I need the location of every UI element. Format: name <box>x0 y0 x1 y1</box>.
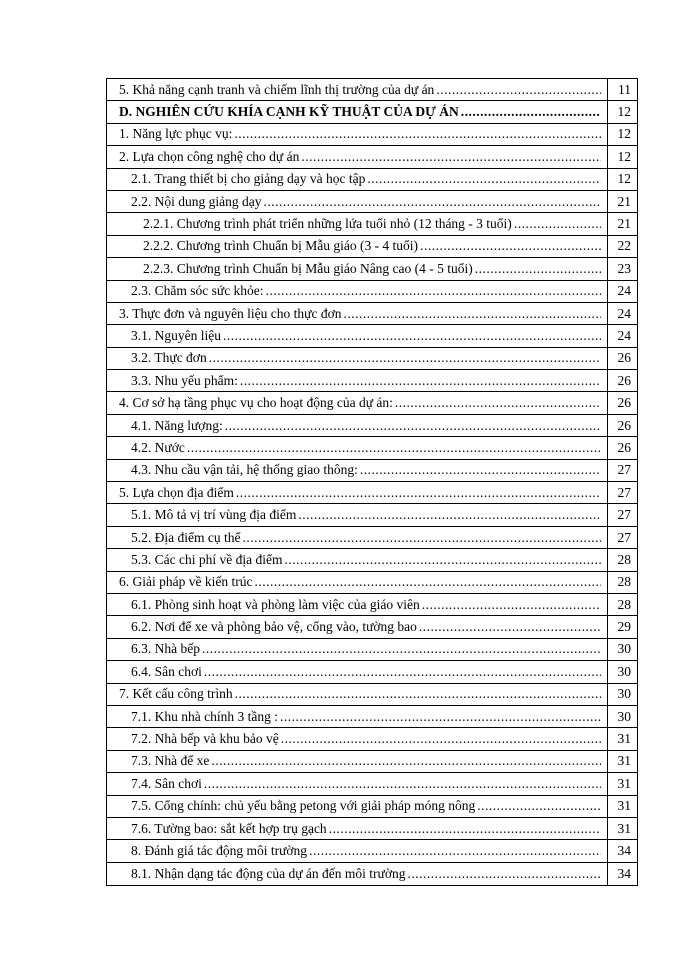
toc-entry-page-number: 27 <box>607 482 637 503</box>
dot-leader <box>204 664 601 680</box>
dot-leader <box>266 283 601 299</box>
dot-leader <box>202 641 601 657</box>
toc-entry-label: 7.5. Cổng chính: chủ yếu bằng petong với giải pháp móng nông <box>131 798 476 814</box>
toc-entry[interactable] <box>107 773 637 795</box>
toc-entry-text <box>107 350 607 366</box>
dot-leader <box>436 82 601 98</box>
toc-entry-text <box>107 798 607 814</box>
toc-entry[interactable] <box>107 236 637 258</box>
toc-entry-page-number: 27 <box>607 460 637 481</box>
toc-entry[interactable] <box>107 79 637 101</box>
dot-leader <box>209 350 601 366</box>
toc-entry-label: 7.6. Tường bao: sắt kết hợp trụ gạch <box>131 820 327 836</box>
toc-entry-text <box>107 238 607 254</box>
toc-entry[interactable] <box>107 348 637 370</box>
toc-entry[interactable] <box>107 751 637 773</box>
toc-entry-text <box>107 709 607 725</box>
toc-entry-text <box>107 866 607 882</box>
toc-entry-text <box>107 753 607 769</box>
toc-entry-text <box>107 552 607 568</box>
toc-entry-page-number: 26 <box>607 437 637 458</box>
toc-entry-page-number: 30 <box>607 684 637 705</box>
dot-leader <box>204 776 601 792</box>
dot-leader <box>298 507 601 523</box>
dot-leader <box>477 798 601 814</box>
toc-entry-text <box>107 821 607 837</box>
dot-leader <box>344 306 602 322</box>
dot-leader <box>242 530 601 546</box>
toc-entry[interactable] <box>107 303 637 325</box>
toc-entry-page-number: 12 <box>607 124 637 145</box>
dot-leader <box>360 462 601 478</box>
dot-leader <box>225 418 601 434</box>
toc-entry-page-number: 31 <box>607 751 637 772</box>
toc-entry-text <box>107 664 607 680</box>
toc-entry-text <box>107 216 607 232</box>
toc-entry-label: 2.1. Trang thiết bị cho giảng dạy và học tập <box>131 171 366 187</box>
toc-entry-label: 2.3. Chăm sóc sức khỏe: <box>131 283 264 299</box>
toc-entry-label: 5.3. Các chi phí về địa điểm <box>131 551 283 567</box>
dot-leader <box>234 126 601 142</box>
toc-entry-text <box>107 171 607 187</box>
toc-entry-page-number: 28 <box>607 549 637 570</box>
toc-entry-label: 6. Giải pháp về kiến trúc <box>119 574 253 590</box>
toc-entry-text <box>107 328 607 344</box>
dot-leader <box>187 440 601 456</box>
toc-entry-text <box>107 373 607 389</box>
toc-entry-page-number: 21 <box>607 191 637 212</box>
toc-entry-text <box>107 261 607 277</box>
toc-entry[interactable] <box>107 706 637 728</box>
toc-entry[interactable] <box>107 482 637 504</box>
toc-entry-text <box>107 149 607 165</box>
toc-entry-label: 5.2. Địa điểm cụ thể <box>131 529 241 545</box>
dot-leader <box>236 485 601 501</box>
toc-entry-label: 4.2. Nước <box>131 439 185 455</box>
toc-entry[interactable] <box>107 796 637 818</box>
toc-entry-text <box>107 619 607 635</box>
toc-entry[interactable] <box>107 728 637 750</box>
toc-entry-label: 2.2. Nội dung giảng dạy <box>131 193 262 209</box>
toc-entry-label: 3.2. Thực đơn <box>131 350 207 366</box>
toc-entry-page-number: 26 <box>607 370 637 391</box>
toc-entry-label: 7.3. Nhà để xe <box>131 753 210 769</box>
toc-entry[interactable] <box>107 191 637 213</box>
toc-entry[interactable] <box>107 549 637 571</box>
toc-entry-page-number: 26 <box>607 415 637 436</box>
toc-entry-label: 3. Thực đơn và nguyên liệu cho thực đơn <box>119 305 342 321</box>
toc-entry-page-number: 12 <box>607 146 637 167</box>
toc-entry-label: 5. Khả năng cạnh tranh và chiếm lĩnh thị trường của dự án <box>119 81 435 97</box>
toc-entry-page-number: 31 <box>607 818 637 839</box>
toc-entry-page-number: 27 <box>607 527 637 548</box>
dot-leader <box>264 194 602 210</box>
toc-entry-page-number: 22 <box>607 236 637 257</box>
toc-entry-label: 7.2. Nhà bếp và khu bảo vệ <box>131 731 279 747</box>
toc-entry-page-number: 24 <box>607 281 637 302</box>
toc-entry-label: 2.2.3. Chương trình Chuẩn bị Mẫu giáo Nâng cao (4 - 5 tuổi) <box>143 260 473 276</box>
dot-leader <box>284 552 601 568</box>
toc-entry-text <box>107 82 607 98</box>
toc-entry-text <box>107 194 607 210</box>
toc-entry[interactable] <box>107 616 637 638</box>
toc-entry[interactable] <box>107 101 637 123</box>
toc-entry-label: D. NGHIÊN CỨU KHÍA CẠNH KỸ THUẬT CỦA DỰ ÁN <box>119 104 459 120</box>
toc-entry[interactable] <box>107 639 637 661</box>
toc-entry-label: 6.4. Sân chơi <box>131 663 202 679</box>
toc-entry-page-number: 30 <box>607 706 637 727</box>
dot-leader <box>280 709 601 725</box>
toc-entry-text <box>107 126 607 142</box>
toc-entry[interactable] <box>107 572 637 594</box>
toc-entry[interactable] <box>107 325 637 347</box>
toc-entry-label: 2.2.1. Chương trình phát triển những lứa tuổi nhỏ (12 tháng - 3 tuổi) <box>143 216 512 232</box>
toc-entry-page-number: 24 <box>607 303 637 324</box>
toc-entry-text <box>107 395 607 411</box>
toc-entry-page-number: 34 <box>607 840 637 861</box>
toc-entry-text <box>107 104 607 120</box>
toc-entry-text <box>107 597 607 613</box>
toc-entry-label: 7.4. Sân chơi <box>131 775 202 791</box>
toc-entry-label: 6.2. Nơi để xe và phòng bảo vệ, cổng vào, tường bao <box>131 619 417 635</box>
toc-entry-page-number: 31 <box>607 728 637 749</box>
toc-entry-label: 3.3. Nhu yếu phẩm: <box>131 372 238 388</box>
toc-entry-label: 1. Năng lực phục vụ: <box>119 126 233 142</box>
toc-entry[interactable] <box>107 281 637 303</box>
dot-leader <box>329 821 601 837</box>
toc-entry-text <box>107 686 607 702</box>
toc-entry[interactable] <box>107 527 637 549</box>
toc-entry-label: 6.3. Nhà bếp <box>131 641 200 657</box>
dot-leader <box>395 395 601 411</box>
toc-entry-text <box>107 843 607 859</box>
dot-leader <box>235 686 601 702</box>
dot-leader <box>461 104 601 120</box>
toc-entry-label: 2. Lựa chọn công nghệ cho dự án <box>119 148 300 164</box>
toc-entry[interactable] <box>107 460 637 482</box>
toc-entry-label: 4.1. Năng lượng: <box>131 417 223 433</box>
toc-entry-page-number: 21 <box>607 213 637 234</box>
toc-entry-label: 4. Cơ sở hạ tầng phục vụ cho hoạt động của dự án: <box>119 395 393 411</box>
toc-entry-label: 8. Đánh giá tác động môi trường <box>131 842 308 858</box>
dot-leader <box>309 843 601 859</box>
dot-leader <box>407 866 601 882</box>
toc-entry-text <box>107 283 607 299</box>
toc-entry-label: 4.3. Nhu cầu vận tải, hệ thống giao thông: <box>131 462 358 478</box>
toc-entry-page-number: 31 <box>607 796 637 817</box>
toc-entry-label: 5. Lựa chọn địa điểm <box>119 484 234 500</box>
toc-entry-page-number: 34 <box>607 863 637 885</box>
dot-leader <box>211 753 601 769</box>
toc-entry-text <box>107 641 607 657</box>
toc-entry-text <box>107 530 607 546</box>
dot-leader <box>420 238 601 254</box>
toc-entry-text <box>107 418 607 434</box>
toc-entry-label: 7.1. Khu nhà chính 3 tầng : <box>131 708 278 724</box>
toc-entry-page-number: 24 <box>607 325 637 346</box>
toc-entry[interactable] <box>107 124 637 146</box>
toc-entry[interactable] <box>107 258 637 280</box>
toc-entry-label: 8.1. Nhận dạng tác động của dự án đến môi trường <box>131 865 406 881</box>
toc-entry-label: 3.1. Nguyên liệu <box>131 327 221 343</box>
toc-entry-page-number: 28 <box>607 572 637 593</box>
dot-leader <box>281 731 601 747</box>
toc-entry[interactable] <box>107 818 637 840</box>
toc-entry-page-number: 27 <box>607 504 637 525</box>
dot-leader <box>367 171 601 187</box>
toc-entry[interactable] <box>107 504 637 526</box>
toc-entry-label: 5.1. Mô tả vị trí vùng địa điểm <box>131 507 297 523</box>
toc-entry-text <box>107 574 607 590</box>
dot-leader <box>419 619 601 635</box>
toc-entry[interactable] <box>107 146 637 168</box>
dot-leader <box>475 261 601 277</box>
toc-entry-text <box>107 440 607 456</box>
toc-entry-label: 2.2.2. Chương trình Chuẩn bị Mẫu giáo (3 - 4 tuổi) <box>143 238 419 254</box>
toc-entry-text <box>107 485 607 501</box>
toc-entry[interactable] <box>107 169 637 191</box>
toc-entry-text <box>107 462 607 478</box>
toc-entry-text <box>107 731 607 747</box>
toc-entry[interactable] <box>107 840 637 862</box>
toc-entry[interactable] <box>107 437 637 459</box>
toc-entry-text <box>107 776 607 792</box>
dot-leader <box>422 597 601 613</box>
table-of-contents <box>106 78 638 886</box>
toc-entry[interactable] <box>107 392 637 414</box>
toc-entry-text <box>107 306 607 322</box>
toc-entry[interactable] <box>107 415 637 437</box>
toc-entry-label: 7. Kết cấu công trình <box>119 686 233 702</box>
toc-entry-page-number: 29 <box>607 616 637 637</box>
toc-entry[interactable] <box>107 213 637 235</box>
toc-entry[interactable] <box>107 370 637 392</box>
toc-entry[interactable] <box>107 661 637 683</box>
dot-leader <box>223 328 601 344</box>
toc-entry-page-number: 26 <box>607 392 637 413</box>
toc-entry-page-number: 26 <box>607 348 637 369</box>
toc-entry-page-number: 12 <box>607 101 637 122</box>
toc-entry-page-number: 30 <box>607 639 637 660</box>
toc-entry-page-number: 12 <box>607 169 637 190</box>
dot-leader <box>514 216 601 232</box>
dot-leader <box>240 373 601 389</box>
toc-entry-page-number: 23 <box>607 258 637 279</box>
toc-entry[interactable] <box>107 684 637 706</box>
dot-leader <box>301 149 601 165</box>
dot-leader <box>254 574 601 590</box>
toc-entry-page-number: 28 <box>607 594 637 615</box>
toc-entry-page-number: 30 <box>607 661 637 682</box>
toc-entry[interactable] <box>107 863 637 885</box>
toc-entry-label: 6.1. Phòng sinh hoạt và phòng làm việc của giáo viên <box>131 596 420 612</box>
toc-entry-text <box>107 507 607 523</box>
toc-entry[interactable] <box>107 594 637 616</box>
toc-entry-page-number: 11 <box>607 79 637 100</box>
toc-entry-page-number: 31 <box>607 773 637 794</box>
